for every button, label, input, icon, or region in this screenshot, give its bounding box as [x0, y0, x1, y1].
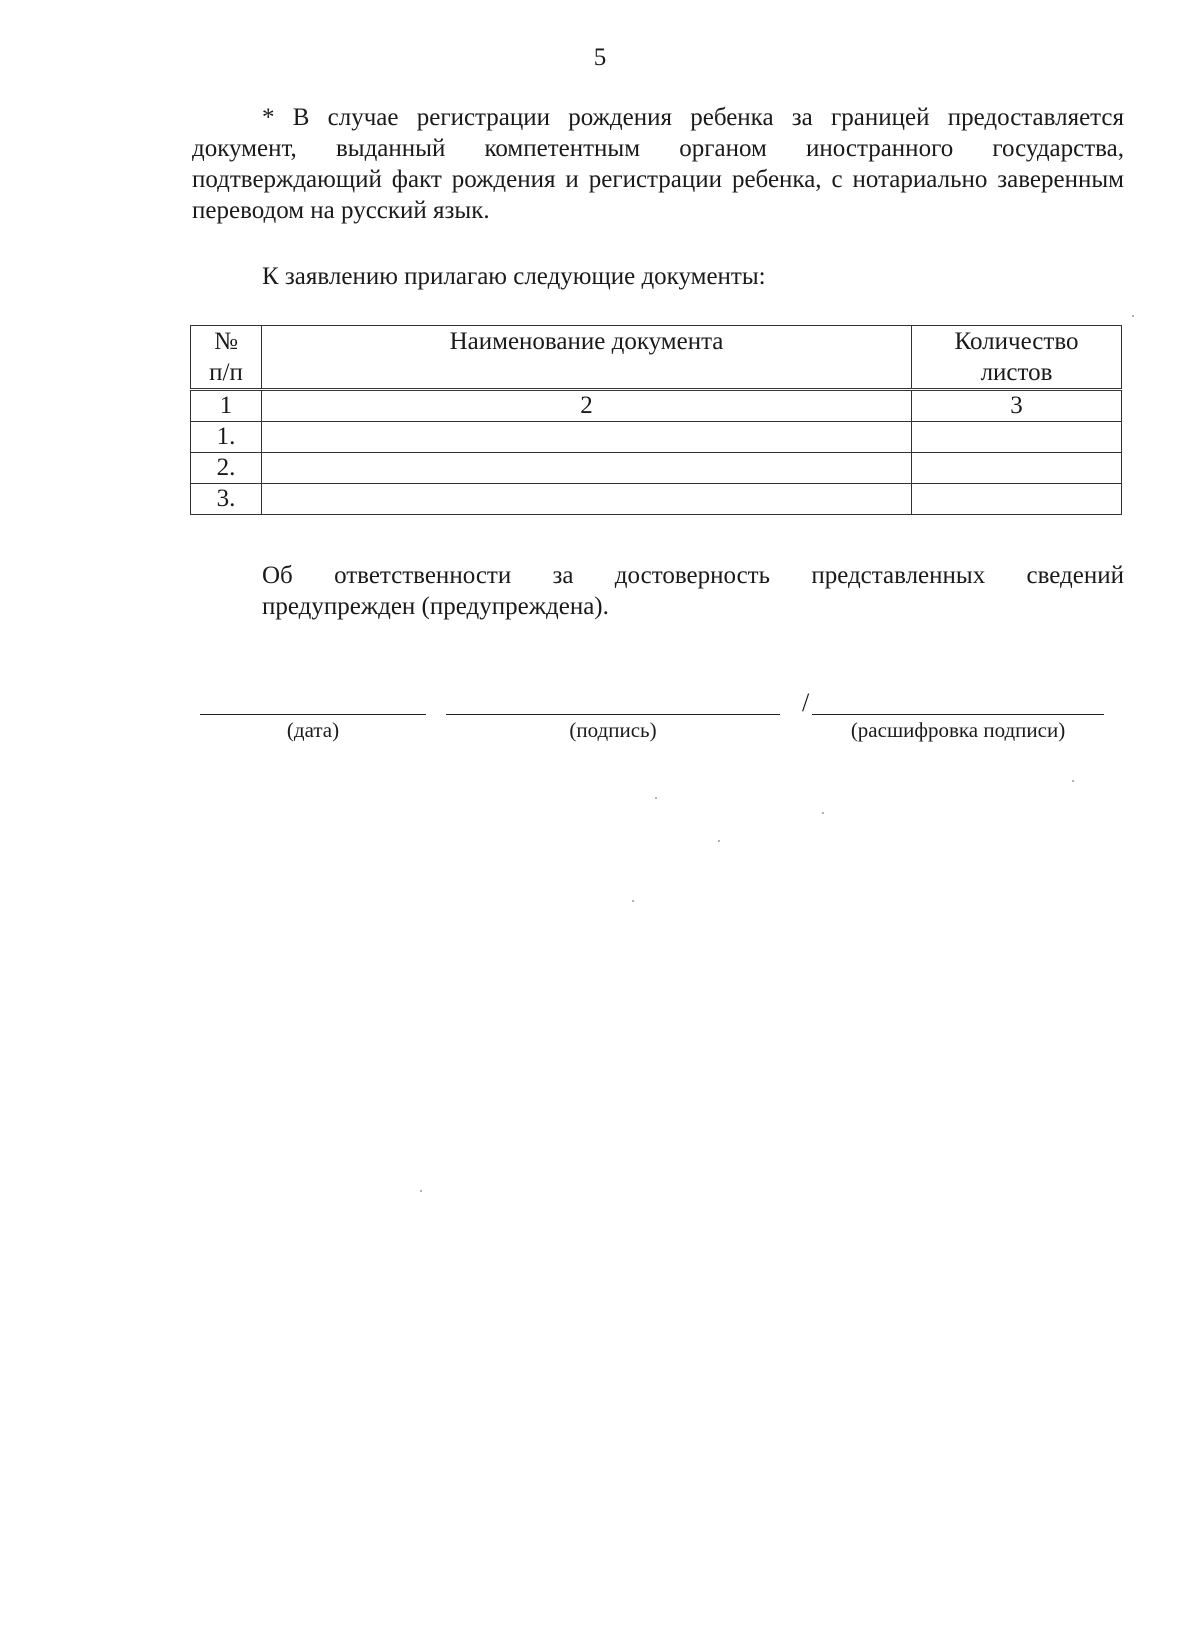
row-number: 3. [191, 484, 262, 515]
responsibility-line-2: предупрежден (предупреждена). [262, 593, 609, 620]
table-header-row [191, 326, 1122, 390]
scan-speck [1132, 315, 1134, 317]
footnote-paragraph: * В случае регистрации рождения ребенка за границей предоставляется документ, выданный компетентным органом иностранного государства, подтверждающий факт рождения и регистрации ребенка, с нотариально заверенным переводом на русский язык. [192, 104, 1124, 224]
attachments-intro: К заявлению прилагаю следующие документы: [262, 263, 766, 290]
row-sheet-count[interactable] [912, 484, 1122, 515]
scan-speck [655, 797, 657, 799]
column-number-2: 2 [262, 390, 912, 422]
scan-speck [1072, 780, 1074, 782]
responsibility-line-1: Об ответственности за достоверность представленных сведений [262, 562, 1124, 589]
attachments-table [190, 325, 1122, 515]
table-row [191, 484, 1122, 515]
page-number: 5 [593, 44, 607, 71]
scan-speck [718, 840, 720, 842]
signature-decoding-line[interactable] [812, 714, 1104, 715]
signature-label: (подпись) [569, 718, 657, 742]
signature-line[interactable] [446, 714, 780, 715]
header-number: № п/п [191, 326, 262, 390]
header-sheet-count: Количество листов [912, 326, 1122, 390]
row-document-name[interactable] [262, 453, 912, 484]
row-sheet-count[interactable] [912, 422, 1122, 453]
row-document-name[interactable] [262, 484, 912, 515]
date-label: (дата) [286, 718, 340, 742]
scan-speck [632, 900, 634, 902]
header-document-name: Наименование документа [262, 326, 912, 390]
table-row [191, 453, 1122, 484]
row-document-name[interactable] [262, 422, 912, 453]
slash-separator: / [802, 688, 810, 717]
signature-decoding-label: (расшифровка подписи) [850, 718, 1066, 742]
row-number: 2. [191, 453, 262, 484]
row-sheet-count[interactable] [912, 453, 1122, 484]
column-number-3: 3 [912, 390, 1122, 422]
column-number-1: 1 [191, 390, 262, 422]
table-row [191, 422, 1122, 453]
scan-speck [420, 1190, 422, 1192]
column-numbers-row [191, 390, 1122, 422]
row-number: 1. [191, 422, 262, 453]
date-line[interactable] [200, 714, 426, 715]
scan-speck [822, 812, 824, 814]
responsibility-paragraph [192, 560, 1124, 622]
